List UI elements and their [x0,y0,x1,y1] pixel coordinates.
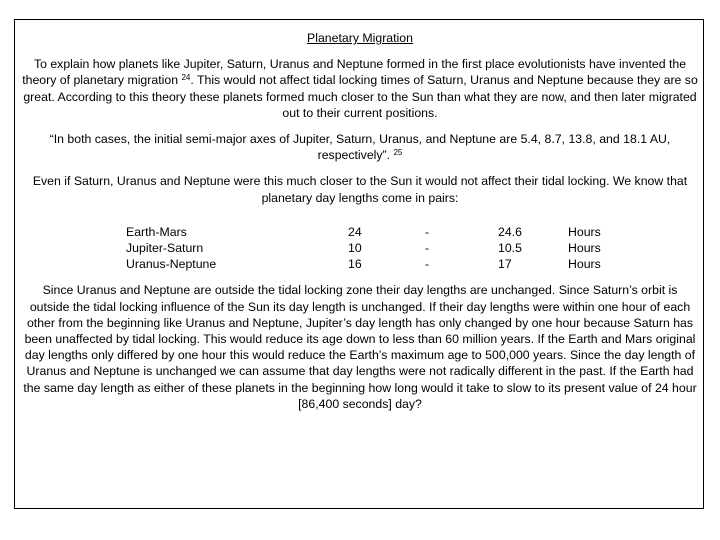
slide-content [22,30,698,422]
pairs-intro-paragraph: Even if Saturn, Uranus and Neptune were this much closer to the Sun it would not affect their tidal locking. We know that planetary day lengths come in pairs: [32,174,688,205]
day-length-table [126,224,698,273]
pair-separator: - [425,224,430,239]
pair-second-value: 10.5 [498,241,522,256]
pair-first-value: 10 [348,241,362,256]
intro-text-continued: . This would not affect tidal locking times of Saturn, Uranus and Neptune because they are so great. According to this theory these planets formed much closer to the Sun than what they are now, and then later migrated out to their current positions. [23,73,698,120]
intro-text: To explain how planets like Jupiter, Saturn, Uranus and Neptune formed in the first place evolutionists have invented the theory of planetary migration [22,57,687,88]
pair-separator: - [425,257,430,272]
intro-paragraph [22,56,698,121]
quote-paragraph [22,131,698,163]
reference-25: 25 [393,148,403,158]
pair-name: Earth-Mars [126,224,187,239]
pair-second-value: 24.6 [498,224,522,239]
pair-second-value: 17 [498,257,512,272]
page-title: Planetary Migration [307,31,413,45]
pair-first-value: 16 [348,257,362,272]
pair-first-value: 24 [348,224,362,239]
pair-unit: Hours [568,257,601,272]
pair-separator: - [425,241,430,256]
reference-24: 24 [181,73,191,83]
quote-text: “In both cases, the initial semi-major axes of Jupiter, Saturn, Uranus, and Neptune are 5.4, 8.7, 13.8, and 18.1 AU, respectively”. [49,132,671,163]
pair-unit: Hours [568,224,601,239]
pair-unit: Hours [568,241,601,256]
pair-name: Uranus-Neptune [126,257,217,272]
conclusion-paragraph: Since Uranus and Neptune are outside the tidal locking zone their day lengths are unchanged. Since Saturn’s orbit is outside the tidal locking influence of the Sun its day length is unchanged. If their day lengths were within one hour of each other from the beginning like Uranus and Neptune, Jupiter’s day length has only changed by one hour because Saturn has been unaffected by tidal locking. This would reduce its age down to less than 60 million years. If the Earth and Mars original day lengths only differed by one hour this would reduce the Earth’s maximum age to 500,000 years. Since the day length of Uranus and Neptune is unchanged we can assume that day lengths were not radically different in the past. If the Earth had the same day length as either of these planets in the beginning how long would it take to slow to its present value of 24 hour [86,400 seconds] day? [23,283,697,411]
pair-name: Jupiter-Saturn [126,241,204,256]
